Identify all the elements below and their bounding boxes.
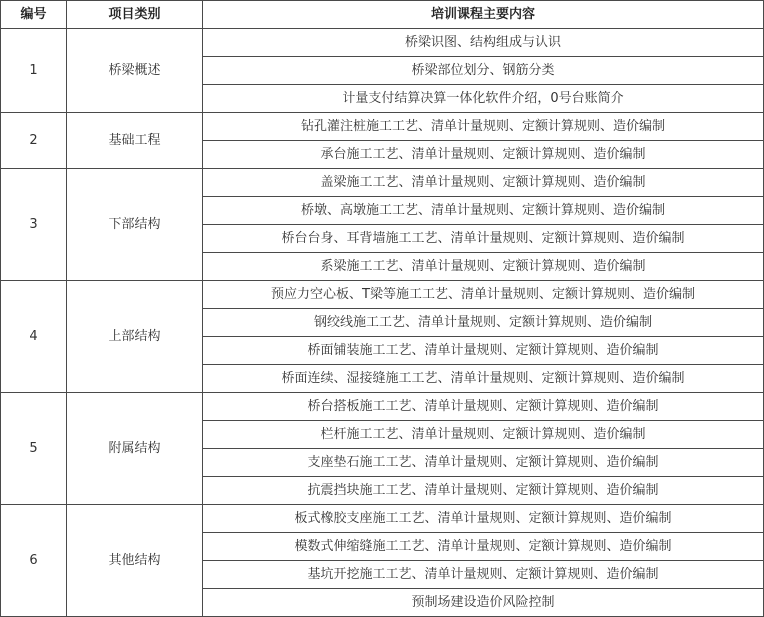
course-content: 支座垫石施工工艺、清单计量规则、定额计算规则、造价编制 <box>203 449 764 477</box>
course-content: 系梁施工工艺、清单计量规则、定额计算规则、造价编制 <box>203 253 764 281</box>
course-content: 计量支付结算决算一体化软件介绍，0号台账简介 <box>203 85 764 113</box>
table-row <box>1 281 764 309</box>
course-content: 桥墩、高墩施工工艺、清单计量规则、定额计算规则、造价编制 <box>203 197 764 225</box>
table-row <box>1 29 764 57</box>
group-number: 3 <box>1 169 67 281</box>
group-category: 附属结构 <box>67 393 203 505</box>
course-content: 钢绞线施工工艺、清单计量规则、定额计算规则、造价编制 <box>203 309 764 337</box>
header-content: 培训课程主要内容 <box>203 1 764 29</box>
course-content: 桥梁部位划分、钢筋分类 <box>203 57 764 85</box>
group-number: 1 <box>1 29 67 113</box>
group-number: 6 <box>1 505 67 617</box>
group-number: 4 <box>1 281 67 393</box>
table-row <box>1 393 764 421</box>
group-category: 基础工程 <box>67 113 203 169</box>
table-row <box>1 113 764 141</box>
course-content: 桥梁识图、结构组成与认识 <box>203 29 764 57</box>
group-category: 上部结构 <box>67 281 203 393</box>
table-body <box>1 29 764 617</box>
course-content: 预制场建设造价风险控制 <box>203 589 764 617</box>
course-content: 抗震挡块施工工艺、清单计量规则、定额计算规则、造价编制 <box>203 477 764 505</box>
course-content: 桥面连续、湿接缝施工工艺、清单计量规则、定额计算规则、造价编制 <box>203 365 764 393</box>
group-category: 其他结构 <box>67 505 203 617</box>
group-category: 下部结构 <box>67 169 203 281</box>
group-number: 2 <box>1 113 67 169</box>
course-content: 栏杆施工工艺、清单计量规则、定额计算规则、造价编制 <box>203 421 764 449</box>
header-row <box>1 1 764 29</box>
table-row <box>1 505 764 533</box>
table-row <box>1 169 764 197</box>
group-number: 5 <box>1 393 67 505</box>
header-category: 项目类别 <box>67 1 203 29</box>
course-content: 钻孔灌注桩施工工艺、清单计量规则、定额计算规则、造价编制 <box>203 113 764 141</box>
course-content: 板式橡胶支座施工工艺、清单计量规则、定额计算规则、造价编制 <box>203 505 764 533</box>
course-content: 模数式伸缩缝施工工艺、清单计量规则、定额计算规则、造价编制 <box>203 533 764 561</box>
course-content: 桥面铺装施工工艺、清单计量规则、定额计算规则、造价编制 <box>203 337 764 365</box>
course-content: 桥台台身、耳背墙施工工艺、清单计量规则、定额计算规则、造价编制 <box>203 225 764 253</box>
header-number: 编号 <box>1 1 67 29</box>
course-content: 盖梁施工工艺、清单计量规则、定额计算规则、造价编制 <box>203 169 764 197</box>
course-content: 基坑开挖施工工艺、清单计量规则、定额计算规则、造价编制 <box>203 561 764 589</box>
course-content: 预应力空心板、T梁等施工工艺、清单计量规则、定额计算规则、造价编制 <box>203 281 764 309</box>
group-category: 桥梁概述 <box>67 29 203 113</box>
course-content: 承台施工工艺、清单计量规则、定额计算规则、造价编制 <box>203 141 764 169</box>
course-content: 桥台搭板施工工艺、清单计量规则、定额计算规则、造价编制 <box>203 393 764 421</box>
